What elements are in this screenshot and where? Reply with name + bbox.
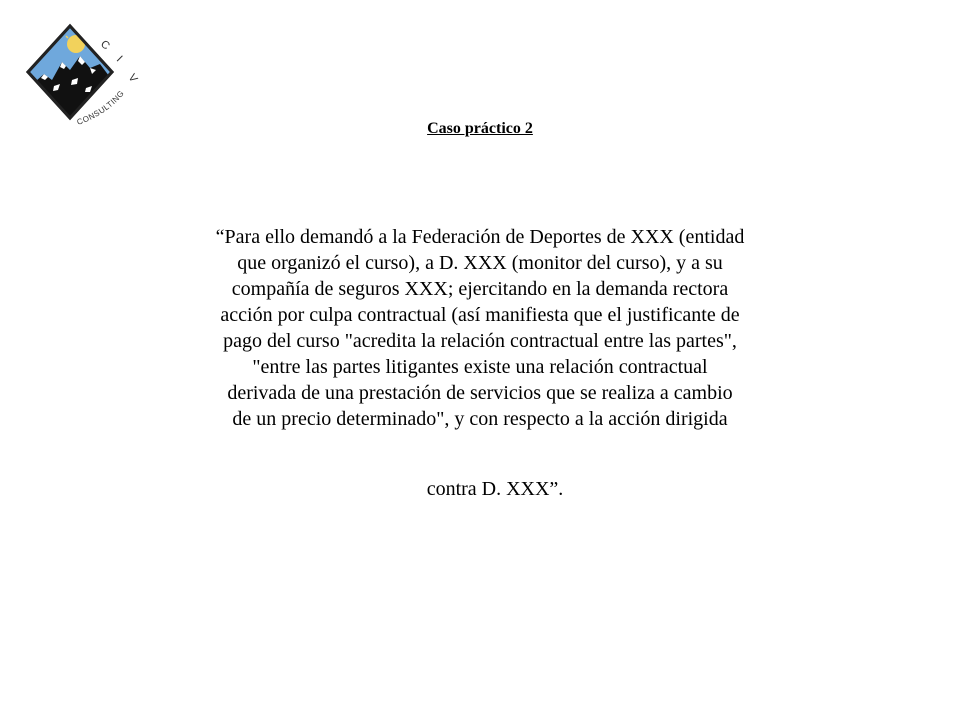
logo-letter-c: C (98, 38, 112, 53)
logo-consulting-textpath: CONSULTING (75, 88, 127, 127)
quote-line: "entre las partes litigantes existe una relación contractual (252, 356, 708, 378)
logo-letter-v: V (125, 71, 140, 85)
quote-line: de un precio determinado", y con respecto a la acción dirigida (232, 408, 728, 430)
page-title: Caso práctico 2 (427, 120, 533, 137)
quote-line: acción por culpa contractual (así manifiesta que el justificante de (220, 304, 740, 326)
quote-last-line: contra D. XXX”. (426, 478, 564, 500)
logo-letter-i: I (113, 53, 125, 65)
quote-block (130, 224, 830, 432)
quote-line: pago del curso "acredita la relación contractual entre las partes", (223, 330, 737, 352)
quote-line: que organizó el curso), a D. XXX (monitor del curso), y a su (237, 252, 723, 274)
quote-line: “Para ello demandó a la Federación de Deportes de XXX (entidad (215, 226, 745, 248)
civ-consulting-logo (20, 22, 145, 132)
quote-line: derivada de una prestación de servicios que se realiza a cambio (227, 382, 733, 404)
quote-line: compañía de seguros XXX; ejercitando en la demanda rectora (231, 278, 729, 300)
